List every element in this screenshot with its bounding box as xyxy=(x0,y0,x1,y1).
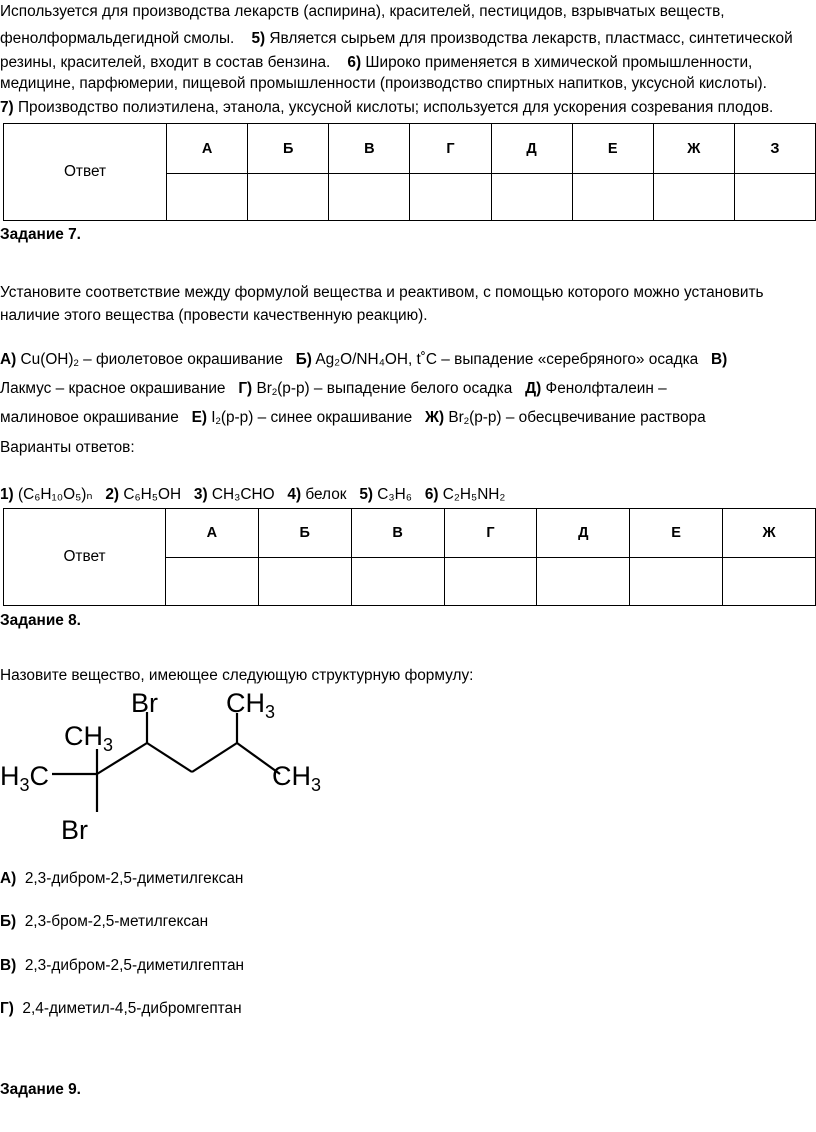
task8-option[interactable]: А) 2,3-дибром-2,5-диметилгексан xyxy=(0,870,244,887)
answer-header-cell: Е xyxy=(572,124,653,174)
h3c-label: $H_3C$ xyxy=(0,761,50,795)
answer-header-cell: В xyxy=(329,124,410,174)
answer-label: Ответ xyxy=(4,509,166,606)
answer-header-cell: Б xyxy=(248,124,329,174)
answer-input-cell[interactable] xyxy=(444,558,537,606)
task7-items-line-1: А) $Cu(OH)_2$ – фиолетовое окрашивание Б) Ag₂O/NH₄OH, t˚C – выпадение «серебряного» осадка В) xyxy=(0,351,728,369)
intro-line-3: резины, красителей, входит в состав бензина. 6) Широко применяется в химической промышленности, xyxy=(0,54,753,71)
ch3-top-label: $CH_3$ xyxy=(226,688,276,722)
answer-input-cell[interactable] xyxy=(329,174,410,221)
task8-option[interactable]: Г) 2,4-диметил-4,5-дибромгептан xyxy=(0,1000,242,1017)
answer-header-cell: Ж xyxy=(653,124,734,174)
answer-input-cell[interactable] xyxy=(258,558,351,606)
task7-title: Задание 7. xyxy=(0,226,81,243)
answer-input-cell[interactable] xyxy=(630,558,723,606)
task8-question: Назовите вещество, имеющее следующую структурную формулу: xyxy=(0,667,474,684)
intro-line-5: 7) Производство полиэтилена, этанола, уксусной кислоты; используется для ускорения созревания плодов. xyxy=(0,99,774,116)
answer-input-cell[interactable] xyxy=(723,558,816,606)
answer-input-cell[interactable] xyxy=(653,174,734,221)
answer-header-cell: Е xyxy=(630,509,723,558)
answer-input-cell[interactable] xyxy=(491,174,572,221)
task7-items-line-2: Лакмус – красное окрашивание Г) $Br_2(р-р)$ – выпадение белого осадка Д) Фенолфталеин – xyxy=(0,380,667,398)
answer-input-cell[interactable] xyxy=(351,558,444,606)
answer-header-cell: А xyxy=(166,509,259,558)
intro-line-4: медицине, парфюмерии, пищевой промышленности (производство спиртных напитков, уксусной кислоты). xyxy=(0,75,767,92)
answer-table-1 xyxy=(3,123,816,221)
answer-input-cell[interactable] xyxy=(167,174,248,221)
intro-line-2: фенолформальдегидной смолы. 5) Является сырьем для производства лекарств, пластмасс, синтетической xyxy=(0,30,793,47)
ch3-right-label: $CH_3$ xyxy=(272,761,322,795)
task8-option[interactable]: В) 2,3-дибром-2,5-диметилгептан xyxy=(0,957,245,974)
intro-line-1: Используется для производства лекарств (аспирина), красителей, пестицидов, взрывчатых веществ, xyxy=(0,3,725,20)
answer-header-cell: З xyxy=(734,124,815,174)
ch3-left-top-label: $CH_3$ xyxy=(64,721,114,755)
answer-input-cell[interactable] xyxy=(166,558,259,606)
task7-instruction-1: Установите соответствие между формулой вещества и реактивом, с помощью которого можно установить xyxy=(0,284,764,301)
answer-header-cell: Ж xyxy=(723,509,816,558)
answer-header-cell: Г xyxy=(410,124,491,174)
br-bottom-label: Br xyxy=(61,815,88,845)
answer-input-cell[interactable] xyxy=(537,558,630,606)
answer-header-cell: В xyxy=(351,509,444,558)
answer-table-2 xyxy=(3,508,816,606)
task7-variants-label: Варианты ответов: xyxy=(0,439,135,456)
answer-input-cell[interactable] xyxy=(248,174,329,221)
answer-input-cell[interactable] xyxy=(734,174,815,221)
task7-instruction-2: наличие этого вещества (провести качественную реакцию). xyxy=(0,307,428,324)
answer-input-cell[interactable] xyxy=(410,174,491,221)
task7-items-line-3: малиновое окрашивание Е) $I_2(р-р)$ – синее окрашивание Ж) $Br_2(р-р)$ – обесцвечивание раствора xyxy=(0,409,706,427)
answer-header-cell: Д xyxy=(491,124,572,174)
task8-title: Задание 8. xyxy=(0,612,81,629)
answer-label: Ответ xyxy=(4,124,167,221)
answer-header-cell: Б xyxy=(258,509,351,558)
answer-header-cell: Г xyxy=(444,509,537,558)
task7-options: 1) (C₆H₁₀O₅)ₙ 2) C₆H₅OH 3) CH₃CHO 4) белок 5) C₃H₆ 6) C₂H₅NH₂ xyxy=(0,486,506,503)
task8-option[interactable]: Б) 2,3-бром-2,5-метилгексан xyxy=(0,913,209,930)
br-top-label: Br xyxy=(131,688,158,718)
answer-header-cell: А xyxy=(167,124,248,174)
task9-title: Задание 9. xyxy=(0,1081,81,1098)
structural-formula xyxy=(0,686,340,846)
answer-header-cell: Д xyxy=(537,509,630,558)
answer-input-cell[interactable] xyxy=(572,174,653,221)
